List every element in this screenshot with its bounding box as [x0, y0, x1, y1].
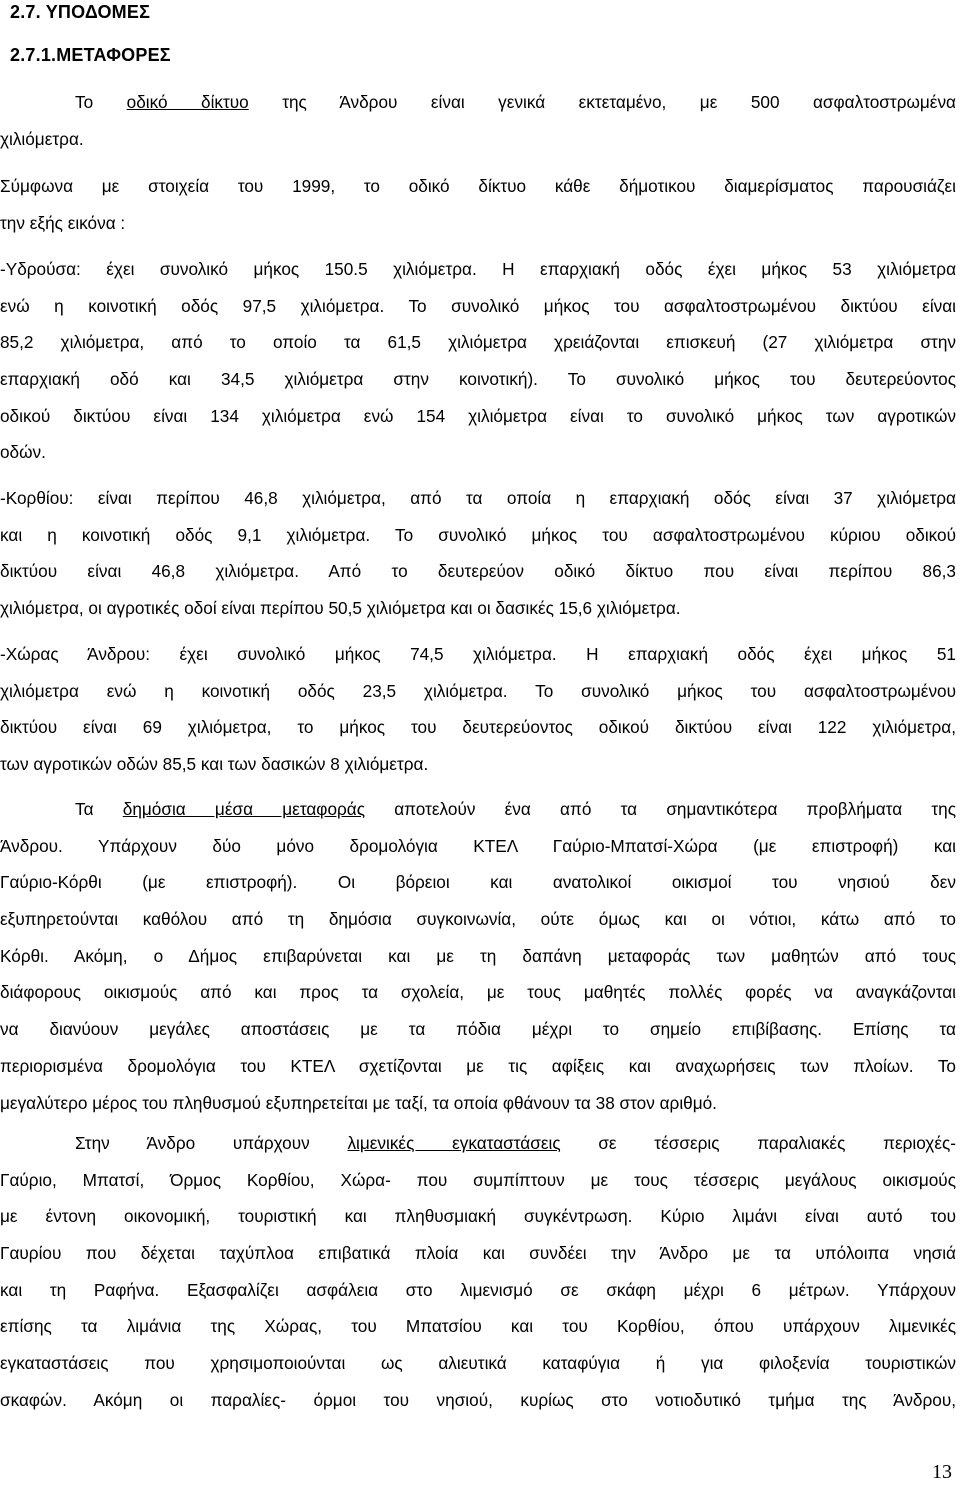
underlined-term-road-network: οδικό δίκτυο — [126, 92, 249, 112]
paragraph-line: -Υδρούσα: έχει συνολικό μήκος 150.5 χιλιόμετρα. Η επαρχιακή οδός έχει μήκος 53 χιλιόμετρα — [0, 259, 956, 279]
subsection-heading: 2.7.1.ΜΕΤΑΦΟΡΕΣ — [10, 45, 171, 65]
paragraph-line: χιλιόμετρα ενώ η κοινοτική οδός 23,5 χιλιόμετρα. Το συνολικό μήκος του ασφαλτοστρωμένου — [0, 680, 956, 701]
paragraph-line: -Χώρας Άνδρου: έχει συνολικό μήκος 74,5 χιλιόμετρα. Η επαρχιακή οδός έχει μήκος 51 — [0, 644, 956, 664]
paragraph-line: σκαφών. Ακόμη οι παραλίες- όρμοι του νησιού, κυρίως στο νοτιοδυτικό τμήμα της Άνδρου, — [0, 1389, 956, 1410]
paragraph-line: Σύμφωνα με στοιχεία του 1999, το οδικό δίκτυο κάθε δήμοτικου διαμερίσματος παρουσιάζει — [0, 176, 956, 196]
paragraph-line: -Κορθίου: είναι περίπου 46,8 χιλιόμετρα, από τα οποία η επαρχιακή οδός είναι 37 χιλιόμετρα — [0, 488, 956, 508]
page-number: 13 — [932, 1461, 952, 1483]
paragraph-line: μεγαλύτερο μέρος του πληθυσμού εξυπηρετείται με ταξί, τα οποία φθάνουν τα 38 στον αριθμό. — [0, 1092, 717, 1113]
paragraph-line: και τη Ραφήνα. Εξασφαλίζει ασφάλεια στο λιμενισμό σε σκάφη μέχρι 6 μέτρων. Υπάρχουν — [0, 1279, 956, 1300]
text-run: Το — [75, 92, 127, 112]
paragraph-1999-data — [0, 168, 956, 241]
text-run: αποτελούν ένα από τα σημαντικότερα προβλήματα της — [365, 799, 957, 819]
paragraph-line — [0, 84, 956, 121]
paragraph-line: επαρχιακή οδό και 34,5 χιλιόμετρα στην κοινοτική). Το συνολικό μήκος του δευτερεύοντος — [0, 369, 956, 390]
paragraph-line: και η κοινοτική οδός 9,1 χιλιόμετρα. Το συνολικό μήκος του ασφαλτοστρωμένου κύριου οδικού — [0, 524, 956, 545]
paragraph-line: να διανύουν μεγάλες αποστάσεις με τα πόδια μέχρι το σημείο επιβίβασης. Επίσης τα — [0, 1019, 956, 1040]
paragraph-line: Κόρθι. Ακόμη, ο Δήμος επιβαρύνεται και με τη δαπάνη μεταφοράς των μαθητών από τους — [0, 945, 956, 966]
paragraph-line: χιλιόμετρα, οι αγροτικές οδοί είναι περίπου 50,5 χιλιόμετρα και οι δασικές 15,6 χιλιόμετρα. — [0, 598, 681, 619]
paragraph-line — [0, 791, 956, 828]
paragraph-line: των αγροτικών οδών 85,5 και των δασικών 8 χιλιόμετρα. — [0, 754, 429, 775]
paragraph-line — [0, 1125, 956, 1162]
paragraph-chora-androu — [0, 636, 956, 783]
paragraph-line: εγκαταστάσεις που χρησιμοποιούνται ως αλιευτικά καταφύγια ή για φιλοξενία τουριστικών — [0, 1353, 956, 1374]
paragraph-line: περιορισμένα δρομολόγια του ΚΤΕΛ σχετίζονται με τις αφίξεις και αναχωρήσεις των πλοίων. Το — [0, 1055, 956, 1076]
paragraph-line: 85,2 χιλιόμετρα, από το οποίο τα 61,5 χιλιόμετρα χρειάζονται επισκευή (27 χιλιόμετρα στην — [0, 332, 956, 353]
paragraph-line: Άνδρου. Υπάρχουν δύο μόνο δρομολόγια ΚΤΕΛ Γαύριο-Μπατσί-Χώρα (με επιστροφή) και — [0, 835, 956, 856]
underlined-term-public-transport: δημόσια μέσα μεταφοράς — [122, 799, 366, 819]
paragraph-public-transport — [0, 791, 956, 1121]
paragraph-line: με έντονη οικονομική, τουριστική και πληθυσμιακή συγκέντρωση. Κύριο λιμάνι είναι αυτό του — [0, 1206, 956, 1227]
text-run: της Άνδρου είναι γενικά εκτεταμένο, με 500 ασφαλτοστρωμένα — [248, 92, 956, 112]
paragraph-line: χιλιόμετρα. — [0, 128, 84, 149]
paragraph-line: Γαύριο, Μπατσί, Όρμος Κορθίου, Χώρα- που συμπίπτουν με τους τέσσερις μεγάλους οικισμούς — [0, 1169, 956, 1190]
paragraph-line: ενώ η κοινοτική οδός 97,5 χιλιόμετρα. Το συνολικό μήκος του ασφαλτοστρωμένου δικτύου είναι — [0, 295, 956, 316]
paragraph-port-facilities — [0, 1125, 956, 1419]
paragraph-ydrousa — [0, 251, 956, 471]
paragraph-line: δικτύου είναι 69 χιλιόμετρα, το μήκος του δευτερεύοντος οδικού δικτύου είναι 122 χιλιόμετρα, — [0, 717, 956, 738]
text-run: σε τέσσερις παραλιακές περιοχές- — [560, 1133, 956, 1153]
paragraph-line: Γαυρίου που δέχεται ταχύπλοα επιβατικά πλοία και συνδέει την Άνδρο με τα υπόλοιπα νησιά — [0, 1243, 956, 1264]
section-heading: 2.7. ΥΠΟΔΟΜΕΣ — [10, 2, 151, 22]
paragraph-line: την εξής εικόνα : — [0, 212, 126, 233]
text-run: Στην Άνδρο υπάρχουν — [75, 1133, 348, 1153]
paragraph-line: διάφορους οικισμούς από και προς τα σχολεία, με τους μαθητές πολλές φορές να αναγκάζονται — [0, 982, 956, 1003]
paragraph-line: εξυπηρετούνται καθόλου από τη δημόσια συγκοινωνία, ούτε όμως και οι νότιοι, κάτω από το — [0, 909, 956, 930]
paragraph-korthiou — [0, 480, 956, 627]
paragraph-line: δικτύου είναι 46,8 χιλιόμετρα. Από το δευτερεύον οδικό δίκτυο που είναι περίπου 86,3 — [0, 561, 956, 582]
paragraph-line: οδών. — [0, 442, 46, 463]
text-run: Τα — [75, 799, 123, 819]
paragraph-road-network-intro — [0, 84, 956, 157]
paragraph-line: οδικού δικτύου είναι 134 χιλιόμετρα ενώ 154 χιλιόμετρα είναι το συνολικό μήκος των αγροτικών — [0, 405, 956, 426]
paragraph-line: Γαύριο-Κόρθι (με επιστροφή). Οι βόρειοι και ανατολικοί οικισμοί του νησιού δεν — [0, 872, 956, 893]
paragraph-line: επίσης τα λιμάνια της Χώρας, του Μπατσίου και του Κορθίου, όπου υπάρχουν λιμενικές — [0, 1316, 956, 1337]
underlined-term-port-facilities: λιμενικές εγκαταστάσεις — [347, 1133, 561, 1153]
